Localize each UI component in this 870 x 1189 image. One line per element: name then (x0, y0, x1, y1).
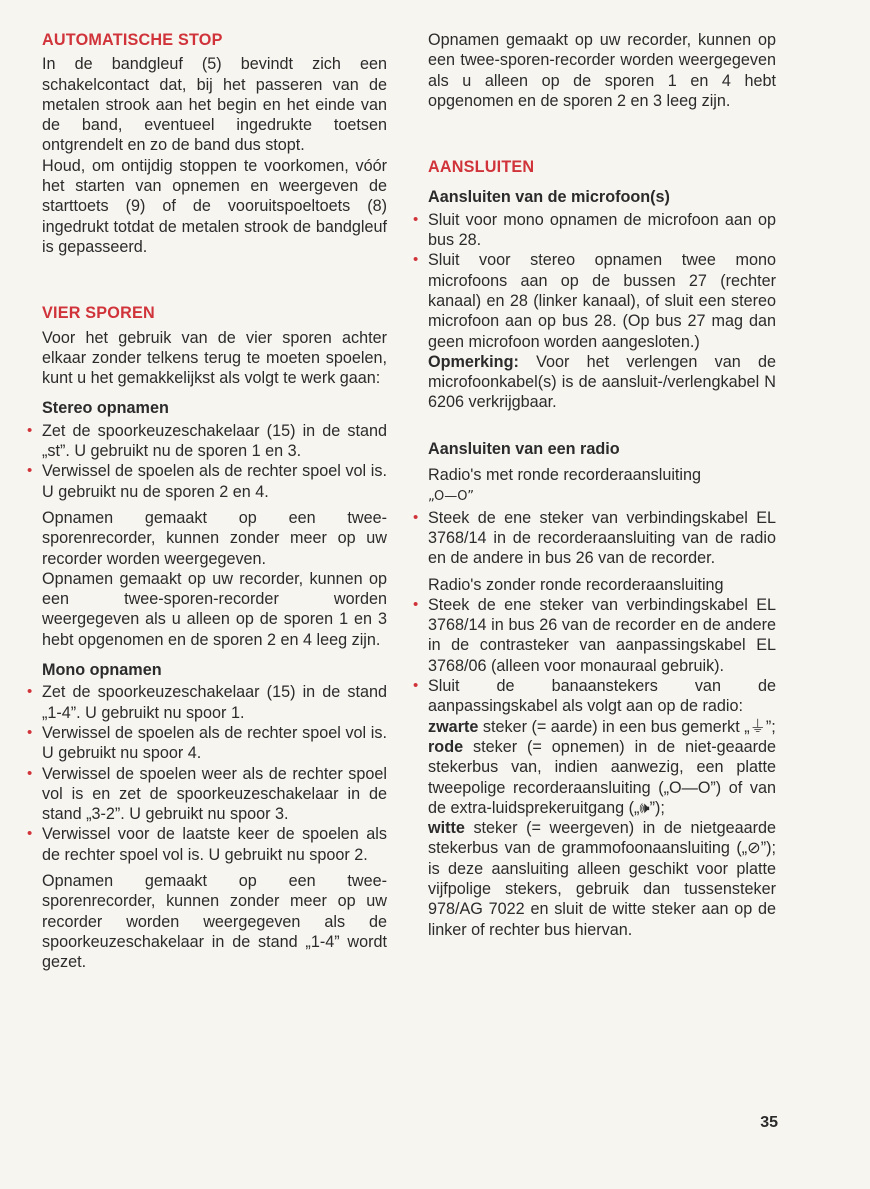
zwarte-text: steker (= aarde) in een bus gemerkt „⏚”; (478, 717, 776, 736)
heading-vier-sporen: VIER SPOREN (42, 304, 155, 323)
heading-radio: Aansluiten van een radio (428, 439, 620, 458)
paragraph: Houd, om ontijdig stoppen te voorkomen, vóór het starten van opnemen en weergeven de starttoets (9) of de vooruitspoeltoets (8) ingedrukt totdat de metalen strook de bandgleuf is gepasseerd. (42, 156, 387, 256)
round-socket-icon: „O—O” (428, 489, 474, 505)
paragraph: Opnamen gemaakt op uw recorder, kunnen op een twee-sporen-recorder worden weergegeven als u alleen op de sporen 1 en 4 hebt opgenomen en de sporen 2 en 3 leeg zijn. (428, 31, 776, 110)
paragraph (428, 465, 776, 508)
paragraph: In de bandgleuf (5) bevindt zich een schakelcontact dat, bij het passeren van de metalen strook aan het begin en het einde van de band, eventueel ingedrukte toetsen ontgrendelt en zo de band dus stopt. (42, 55, 387, 155)
paragraph: Radio's zonder ronde recorderaansluiting (428, 575, 724, 594)
heading-microfoon: Aansluiten van de microfoon(s) (428, 188, 670, 207)
rode-text: steker (= opnemen) in de niet-geaarde stekerbus van, indien aanwezig, een platte tweepolige recorderaansluiting („O—O”) of van de extra-luidsprekeruitgang („🕪”); (428, 737, 776, 817)
witte-paragraph (428, 818, 776, 940)
paragraph: Voor het gebruik van de vier sporen achter elkaar zonder telkens terug te moeten spoelen, kunt u het gemakkelijkst als volgt te werk gaan: (42, 328, 387, 388)
paragraph: Opnamen gemaakt op een twee-sporenrecorder, kunnen zonder meer op uw recorder worden weergegeven. (42, 508, 387, 568)
heading-automatische-stop: AUTOMATISCHE STOP (42, 31, 223, 49)
left-column (42, 30, 387, 972)
paragraph: Opnamen gemaakt op een twee-sporenrecorder, kunnen zonder meer op uw recorder worden weergegeven als de spoorkeuzeschakelaar in de stand „1-4” wordt gezet. (42, 871, 387, 972)
rode-paragraph (428, 737, 776, 818)
heading-mono-opnamen: Mono opnamen (42, 661, 162, 680)
bullet-item: • Verwissel de spoelen als de rechter spoel vol is. U gebruikt nu de sporen 2 en 4. (42, 461, 387, 502)
radio-label: Radio's met ronde recorderaansluiting (428, 466, 702, 485)
rode-label: rode (428, 737, 464, 756)
heading-stereo-opnamen: Stereo opnamen (42, 399, 169, 418)
witte-text: steker (= weergeven) in de nietgeaarde stekerbus van de grammofoonaansluiting („⊘”); is deze aansluiting alleen geschikt voor platte vijfpolige stekers, gebruik dan tussensteker 978/AG 7022 en sluit de witte steker aan op de linker of rechter bus hiervan. (428, 819, 776, 939)
bullet-item: • Steek de ene steker van verbindingskabel EL 3768/14 in bus 26 van de recorder en de andere in de contrasteker van aanpassingskabel EL 3768/06 (alleen voor monauraal gebruik). (428, 595, 776, 676)
bullet-item: • Sluit de banaanstekers van de aanpassingskabel als volgt aan op de radio: (428, 676, 776, 717)
witte-label: witte (428, 819, 465, 838)
bullet-item: • Verwissel de spoelen als de rechter spoel vol is. U gebruikt nu spoor 4. (42, 723, 387, 764)
bullet-item: • Steek de ene steker van verbindingskabel EL 3768/14 in de recorderaansluiting van de radio en de andere in bus 26 van de recorder. (428, 508, 776, 569)
paragraph: Opnamen gemaakt op uw recorder, kunnen op een twee-sporen-recorder worden weergegeven als u alleen op de sporen 1 en 3 hebt opgenomen en de sporen 2 en 4 leeg zijn. (42, 569, 387, 649)
zwarte-paragraph (428, 717, 776, 737)
bullet-item: • Verwissel voor de laatste keer de spoelen als de rechter spoel vol is. U gebruikt nu spoor 2. (42, 824, 387, 865)
bullet-item: • Verwissel de spoelen weer als de rechter spoel vol is en zet de spoorkeuzeschakelaar in de stand „3-2”. U gebruikt nu spoor 3. (42, 764, 387, 825)
bullet-item: • Sluit voor stereo opnamen twee mono microfoons aan op de bussen 27 (rechter kanaal) en 28 (linker kanaal), of sluit een stereo microfoon aan op bus 28. (Op bus 27 mag dan geen microfoon worden aangesloten.) (428, 250, 776, 351)
note-paragraph (428, 352, 776, 413)
bullet-item: • Zet de spoorkeuzeschakelaar (15) in de stand „1-4”. U gebruikt nu spoor 1. (42, 682, 387, 723)
heading-aansluiten: AANSLUITEN (428, 158, 535, 177)
page-number: 35 (760, 1114, 778, 1131)
right-column (428, 30, 776, 940)
bullet-item: • Zet de spoorkeuzeschakelaar (15) in de stand „st”. U gebruikt nu de sporen 1 en 3. (42, 421, 387, 462)
bullet-item: • Sluit voor mono opnamen de microfoon aan op bus 28. (428, 210, 776, 251)
note-label: Opmerking: (428, 352, 519, 371)
note-text: Voor het verlengen van de microfoonkabel(s) is de aansluit-/verlengkabel N 6206 verkrijgbaar. (428, 352, 776, 412)
zwarte-label: zwarte (428, 717, 479, 736)
